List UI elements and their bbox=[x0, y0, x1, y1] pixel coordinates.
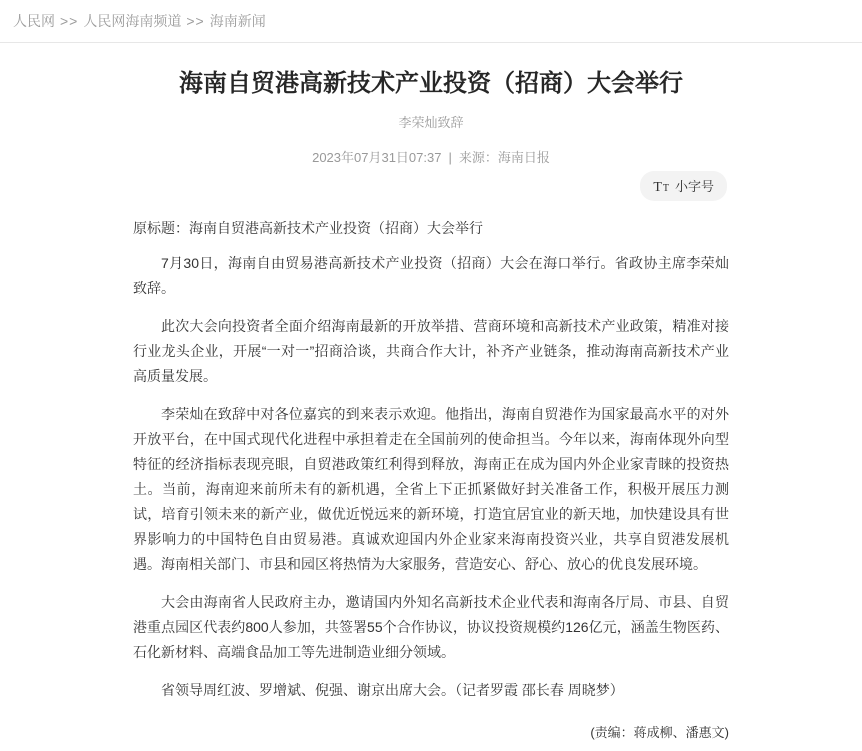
breadcrumb-separator: >> bbox=[186, 13, 205, 29]
breadcrumb-link-home[interactable]: 人民网 bbox=[13, 13, 55, 29]
article-subtitle: 李荣灿致辞 bbox=[398, 115, 464, 130]
font-size-button[interactable] bbox=[640, 171, 727, 201]
breadcrumb-link-channel[interactable]: 人民网海南频道 bbox=[83, 13, 182, 29]
article-toolbar bbox=[133, 171, 729, 201]
font-size-button-label: 小字号 bbox=[674, 179, 714, 194]
article-paragraph: 省领导周红波、罗增斌、倪强、谢京出席大会。（记者罗霞 邵长春 周晓梦） bbox=[161, 682, 624, 698]
breadcrumb-link-section[interactable]: 海南新闻 bbox=[209, 13, 266, 29]
article-container bbox=[133, 69, 729, 751]
meta-separator: | bbox=[448, 150, 452, 165]
article-paragraph: 李荣灿在致辞中对各位嘉宾的到来表示欢迎。他指出，海南自贸港作为国家最高水平的对外开放平台，在中国式现代化进程中承担着走在全国前列的使命担当。今年以来，海南体现外向型特征的经济指标表现亮眼，自贸港政策红利得到释放，海南正在成为国内外企业家青睐的投资热土。当前，海南迎来前所未有的新机遇，全省上下正抓紧做好封关准备工作，积极开展压力测试，培育引领未来的新产业，做优近悦远来的新环境，打造宜居宜业的新天地，加快建设具有世界影响力的中国特色自由贸易港。真诚欢迎国内外企业家来海南投资兴业，共享自贸港发展机遇。海南相关部门、市县和园区将热情为大家服务，营造安心、舒心、放心的优良发展环境。 bbox=[133, 406, 729, 572]
editor-credit: (责编：蒋成柳、潘惠文) bbox=[590, 725, 729, 740]
font-size-icon-small: T bbox=[662, 183, 669, 194]
breadcrumb bbox=[0, 0, 862, 31]
article-paragraph: 此次大会向投资者全面介绍海南最新的开放举措、营商环境和高新技术产业政策，精准对接行业龙头企业，开展“一对一”招商洽谈，共商合作大计，补齐产业链条，推动海南高新技术产业高质量发展。 bbox=[133, 318, 729, 384]
publish-date: 2023年07月31日07:37 bbox=[312, 150, 442, 165]
source-link[interactable]: 海南日报 bbox=[497, 150, 550, 165]
article-paragraph: 大会由海南省人民政府主办，邀请国内外知名高新技术企业代表和海南各厅局、市县、自贸港重点园区代表约800人参加，共签署55个合作协议，协议投资规模约126亿元，涵盖生物医药、石化新材料、高端食品加工等先进制造业细分领域。 bbox=[133, 594, 729, 660]
font-size-icon: T bbox=[653, 180, 662, 195]
article-meta bbox=[133, 147, 729, 166]
page-title: 海南自贸港高新技术产业投资（招商）大会举行 bbox=[179, 70, 683, 97]
source-label: 来源： bbox=[458, 150, 498, 165]
article-paragraph: 7月30日，海南自由贸易港高新技术产业投资（招商）大会在海口举行。省政协主席李荣灿致辞。 bbox=[133, 255, 729, 296]
original-title: 原标题：海南自贸港高新技术产业投资（招商）大会举行 bbox=[133, 220, 483, 236]
top-divider bbox=[0, 42, 862, 43]
breadcrumb-separator: >> bbox=[60, 13, 79, 29]
article-body bbox=[133, 251, 729, 703]
